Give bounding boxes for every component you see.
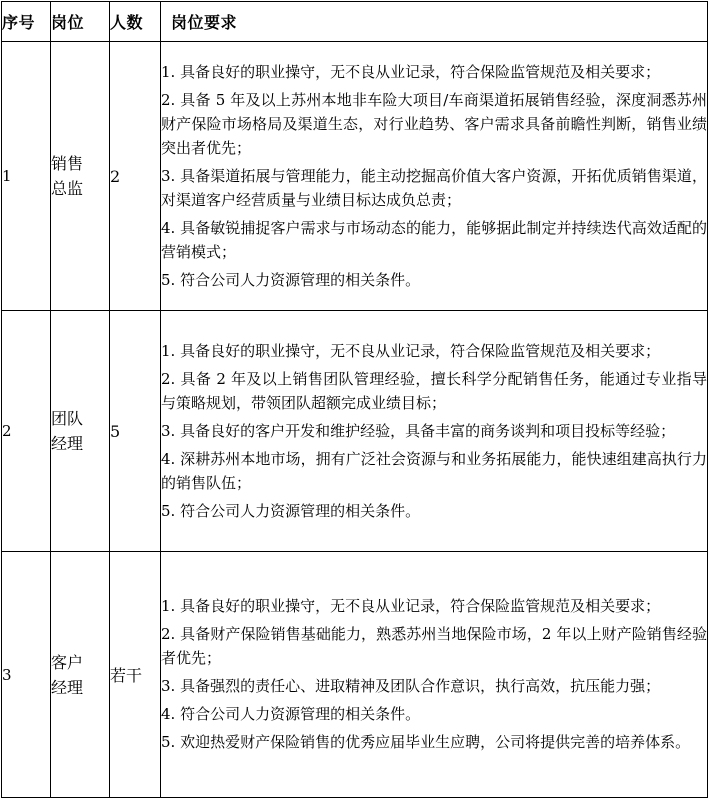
table-header-row — [2, 2, 708, 42]
header-no: 序号 — [2, 2, 51, 42]
position-title-line: 销售 — [51, 154, 84, 173]
position-title-line: 经理 — [51, 434, 84, 453]
position-cell — [51, 311, 110, 552]
row-number: 3 — [2, 552, 51, 798]
requirement-item: 4. 具备敏锐捕捉客户需求与市场动态的能力，能够据此制定并持续迭代高效适配的营销模式； — [161, 218, 707, 261]
requirements-cell — [161, 311, 708, 552]
header-count: 人数 — [110, 2, 161, 42]
row-number: 1 — [2, 42, 51, 311]
position-title-line: 客户 — [51, 652, 84, 672]
position-title-line: 总监 — [51, 179, 84, 198]
table-row — [2, 311, 708, 552]
requirement-item: 4. 深耕苏州本地市场，拥有广泛社会资源与和业务拓展能力，能快速组建高执行力的销售队伍； — [161, 449, 707, 492]
requirement-item: 3. 具备良好的客户开发和维护经验，具备丰富的商务谈判和项目投标等经验； — [161, 421, 676, 440]
header-position: 岗位 — [51, 2, 110, 42]
headcount-cell: 5 — [110, 311, 161, 552]
requirements-cell — [161, 552, 708, 798]
requirement-item: 2. 具备 5 年及以上苏州本地非车险大项目/车商渠道拓展销售经验，深度洞悉苏州财产保险市场格局及渠道生态，对行业趋势、客户需求具备前瞻性判断，销售业绩突出者优先； — [161, 90, 707, 157]
requirement-item: 5. 符合公司人力资源管理的相关条件。 — [161, 501, 421, 520]
requirement-item: 1. 具备良好的职业操守，无不良从业记录，符合保险监管规范及相关要求； — [161, 62, 661, 81]
requirement-item: 3. 具备渠道拓展与管理能力，能主动挖掘高价值大客户资源，开拓优质销售渠道，对渠道客户经营质量与业绩目标达成负总责； — [161, 166, 707, 209]
requirement-item: 2. 具备财产保险销售基础能力，熟悉苏州当地保险市场，2 年以上财产险销售经验者优先； — [161, 625, 707, 667]
table-row — [2, 552, 708, 798]
job-requirements-table — [1, 1, 708, 798]
position-title-line: 经理 — [51, 677, 84, 697]
table-row — [2, 42, 708, 311]
row-number: 2 — [2, 311, 51, 552]
requirement-item: 4. 符合公司人力资源管理的相关条件。 — [161, 705, 421, 723]
headcount-cell: 2 — [110, 42, 161, 311]
requirements-cell — [161, 42, 708, 311]
header-requirements: 岗位要求 — [161, 2, 708, 42]
requirement-item: 1. 具备良好的职业操守，无不良从业记录，符合保险监管规范及相关要求； — [161, 341, 661, 360]
position-title-line: 团队 — [51, 409, 84, 428]
requirement-item: 5. 欢迎热爱财产保险销售的优秀应届毕业生应聘，公司将提供完善的培养体系。 — [161, 733, 691, 751]
requirement-item: 3. 具备强烈的责任心、进取精神及团队合作意识，执行高效，抗压能力强； — [161, 677, 661, 695]
requirement-item: 5. 符合公司人力资源管理的相关条件。 — [161, 270, 421, 289]
position-cell — [51, 552, 110, 798]
requirement-item: 1. 具备良好的职业操守，无不良从业记录，符合保险监管规范及相关要求； — [161, 597, 661, 615]
headcount-cell: 若干 — [110, 552, 161, 798]
requirement-item: 2. 具备 2 年及以上销售团队管理经验，擅长科学分配销售任务，能通过专业指导与策略规划，带领团队超额完成业绩目标； — [161, 369, 707, 412]
position-cell — [51, 42, 110, 311]
